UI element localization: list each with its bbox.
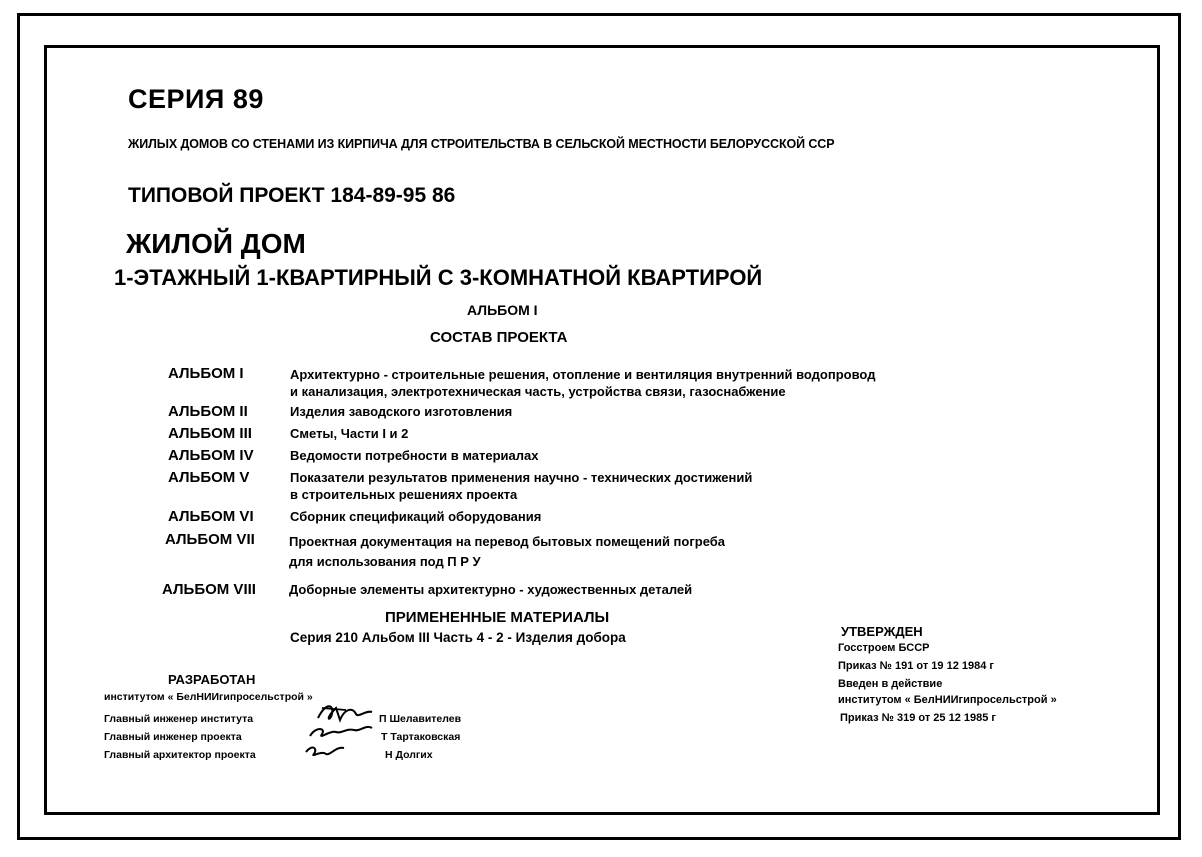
series-description: ЖИЛЫХ ДОМОВ СО СТЕНАМИ ИЗ КИРПИЧА ДЛЯ СТРОИТЕЛЬСТВА В СЕЛЬСКОЙ МЕСТНОСТИ БЕЛОРУССКОЙ ССР [128, 137, 835, 151]
album-description: Сметы, Части I и 2 [290, 426, 409, 441]
building-subtitle: 1-ЭТАЖНЫЙ 1-КВАРТИРНЫЙ С 3-КОМНАТНОЙ КВАРТИРОЙ [114, 265, 763, 290]
approval-line: Введен в действие [838, 678, 943, 690]
album-description: в строительных решениях проекта [290, 487, 518, 502]
developer-heading: РАЗРАБОТАН [168, 672, 256, 687]
album-label: АЛЬБОМ II [168, 403, 248, 420]
album-description: Изделия заводского изготовления [290, 404, 513, 419]
approval-heading: УТВЕРЖДЕН [841, 624, 923, 639]
album-label: АЛЬБОМ III [168, 425, 252, 442]
album-description: Ведомости потребности в материалах [290, 448, 539, 463]
album-label: АЛЬБОМ V [168, 469, 250, 486]
handwritten-signatures [296, 700, 386, 770]
album-description: Показатели результатов применения научно - технических достижений [290, 470, 753, 485]
album-description: Архитектурно - строительные решения, отопление и вентиляция внутренний водопровод [290, 367, 876, 382]
approval-line: институтом « БелНИИгипросельстрой » [838, 694, 1057, 706]
album-description: для использования под П Р У [289, 554, 481, 569]
building-title: ЖИЛОЙ ДОМ [126, 228, 306, 259]
staff-name: П Шелавителев [379, 713, 462, 725]
approval-line: Госстроем БССР [838, 642, 930, 654]
album-description: Сборник спецификаций оборудования [290, 509, 542, 524]
album-description: Проектная документация на перевод бытовых помещений погреба [289, 534, 726, 549]
album-description: Доборные элементы архитектурно - художественных деталей [289, 582, 693, 597]
materials-line: Серия 210 Альбом III Часть 4 - 2 - Изделия добора [290, 630, 626, 645]
album-heading: АЛЬБОМ I [467, 302, 538, 318]
album-label: АЛЬБОМ IV [168, 447, 254, 464]
album-description: и канализация, электротехническая часть, устройства связи, газоснабжение [290, 384, 786, 399]
approval-line: Приказ № 319 от 25 12 1985 г [840, 712, 996, 724]
album-label: АЛЬБОМ VI [168, 508, 254, 525]
approval-line: Приказ № 191 от 19 12 1984 г [838, 660, 994, 672]
album-label: АЛЬБОМ I [168, 365, 244, 382]
staff-role: Главный архитектор проекта [104, 749, 256, 761]
staff-role: Главный инженер института [104, 713, 254, 725]
album-label: АЛЬБОМ VII [165, 531, 255, 548]
contents-heading: СОСТАВ ПРОЕКТА [430, 329, 568, 346]
series-title: СЕРИЯ 89 [128, 84, 264, 114]
album-label: АЛЬБОМ VIII [162, 581, 256, 598]
staff-name: Н Долгих [385, 749, 433, 761]
staff-name: Т Тартаковская [381, 731, 461, 743]
project-number: ТИПОВОЙ ПРОЕКТ 184-89-95 86 [128, 184, 456, 207]
materials-heading: ПРИМЕНЕННЫЕ МАТЕРИАЛЫ [385, 609, 610, 626]
staff-role: Главный инженер проекта [104, 731, 242, 743]
developer-institute: институтом « БелНИИгипросельстрой » [104, 691, 313, 703]
